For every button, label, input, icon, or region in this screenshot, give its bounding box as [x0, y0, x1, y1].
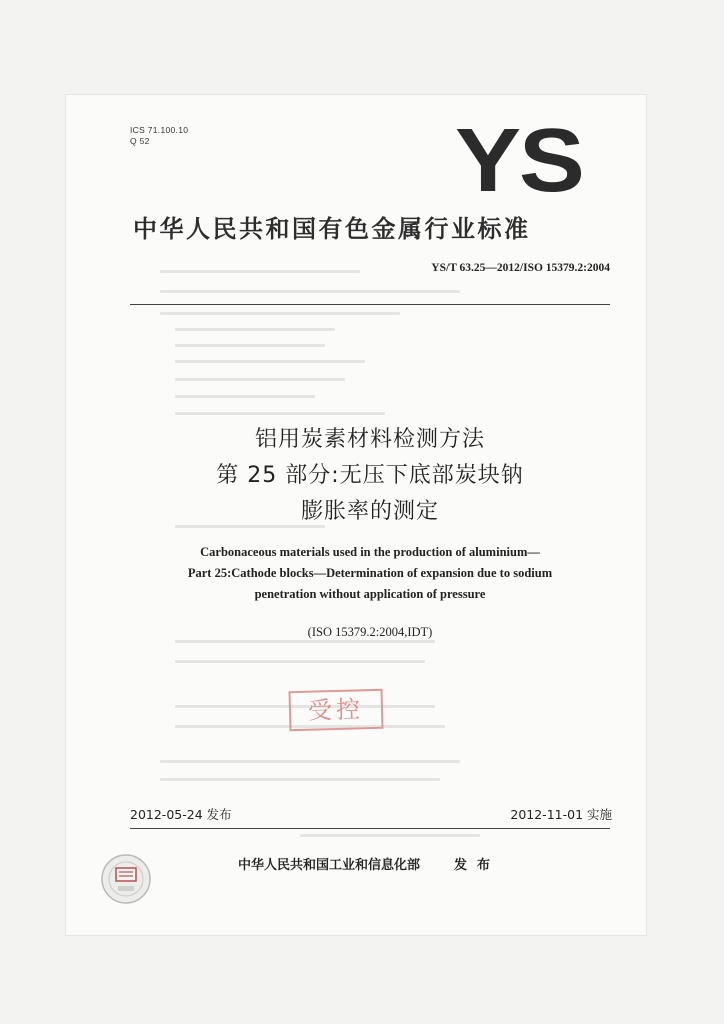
issuer-name: 中华人民共和国工业和信息化部: [238, 858, 421, 873]
standard-number: YS/T 63.25—2012/ISO 15379.2:2004: [431, 262, 610, 274]
title-zh-line1: 铝用炭素材料检测方法: [254, 427, 485, 452]
footer-divider: [130, 828, 610, 829]
issued-word: 发布: [454, 858, 501, 873]
iso-equivalence: (ISO 15379.2:2004,IDT): [307, 625, 433, 639]
title-zh-line2: 第 25 部分:无压下底部炭块钠: [216, 463, 524, 488]
ics-code: ICS 71.100.10: [130, 125, 189, 135]
ccs-code: Q 52: [130, 136, 150, 146]
title-en-line1: Carbonaceous materials used in the production of aluminium—: [200, 545, 540, 559]
controlled-copy-stamp: 受控: [288, 689, 383, 731]
ys-logo: YS: [455, 111, 583, 211]
classification-codes: [130, 125, 188, 147]
title-zh-line3: 膨胀率的测定: [300, 499, 439, 524]
issuer-line: [238, 854, 500, 873]
publisher-seal-icon: [100, 853, 152, 909]
standard-body-title: 中华人民共和国有色金属行业标准: [133, 215, 531, 243]
title-en-line3: penetration without application of pressure: [254, 587, 486, 601]
title-en-line2: Part 25:Cathode blocks—Determination of expansion due to sodium: [187, 566, 553, 580]
issue-date: 2012-05-24 发布: [130, 807, 232, 822]
header-divider: [130, 304, 610, 305]
implementation-date: 2012-11-01 实施: [510, 807, 612, 822]
